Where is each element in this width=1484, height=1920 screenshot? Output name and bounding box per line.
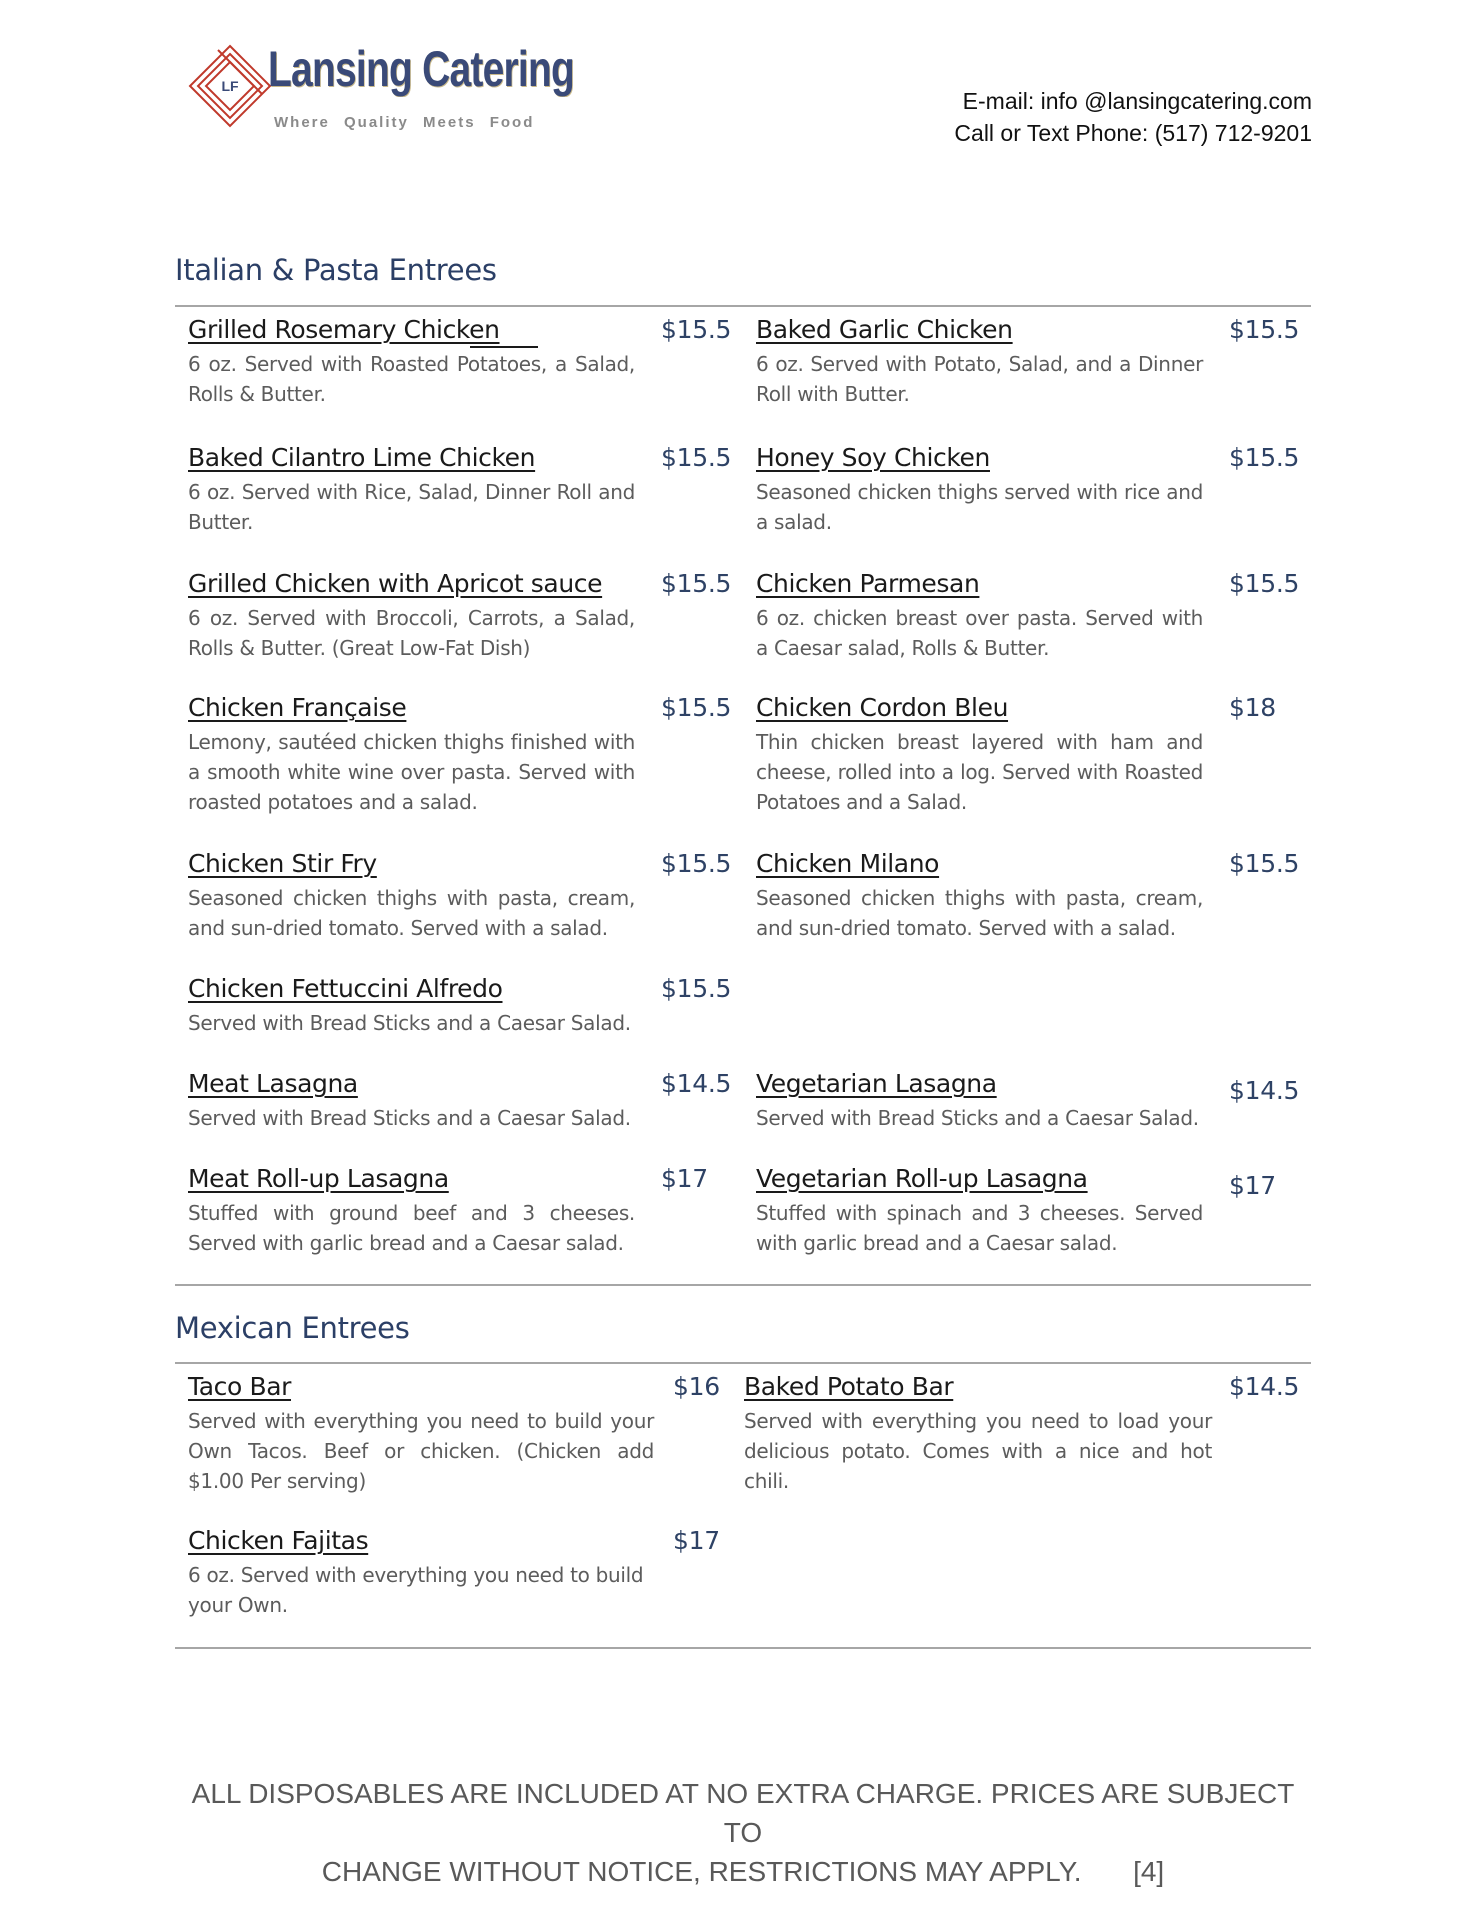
logo-diamond-icon (188, 44, 272, 128)
section-divider (175, 1284, 1311, 1286)
item-price: $14.5 (1229, 1372, 1300, 1401)
item-description: 6 oz. Served with Broccoli, Carrots, a Salad, Rolls & Butter. (Great Low-Fat Dish) (188, 606, 635, 660)
section-divider (175, 1362, 1311, 1364)
item-description: Seasoned chicken thighs with pasta, cream, and sun-dried tomato. Served with a salad. (756, 886, 1203, 940)
item-description: 6 oz. Served with Roasted Potatoes, a Salad, Rolls & Butter. (188, 352, 635, 406)
section-divider (175, 305, 1311, 307)
item-description: 6 oz. Served with Rice, Salad, Dinner Roll and Butter. (188, 480, 635, 534)
page-number: [4] (1133, 1856, 1165, 1887)
item-name: Taco Bar (188, 1372, 291, 1401)
item-name: Baked Garlic Chicken (756, 315, 1013, 344)
item-description: Stuffed with spinach and 3 cheeses. Served with garlic bread and a Caesar salad. (756, 1201, 1203, 1255)
item-description: Served with everything you need to build your Own Tacos. Beef or chicken. (Chicken add $1.00 Per serving) (188, 1409, 654, 1493)
logo (188, 36, 575, 140)
footer-line-1: ALL DISPOSABLES ARE INCLUDED AT NO EXTRA CHARGE. PRICES ARE SUBJECT TO (191, 1778, 1295, 1848)
section-title-italian: Italian & Pasta Entrees (175, 253, 497, 287)
item-name: Chicken Parmesan (756, 569, 980, 598)
footer-disclaimer (175, 1774, 1311, 1891)
item-price: $15.5 (661, 443, 732, 472)
section-divider (175, 1647, 1311, 1649)
item-price: $15.5 (1229, 315, 1300, 344)
item-name: Honey Soy Chicken (756, 443, 990, 472)
contact-email[interactable]: E-mail: info @lansingcatering.com (962, 88, 1312, 114)
item-name: Chicken Milano (756, 849, 940, 878)
item-name: Meat Roll-up Lasagna (188, 1164, 449, 1193)
item-name: Chicken Stir Fry (188, 849, 377, 878)
item-price: $17 (673, 1526, 720, 1555)
item-name: Grilled Chicken with Apricot sauce (188, 569, 603, 598)
item-price: $15.5 (661, 569, 732, 598)
item-price: $15.5 (661, 849, 732, 878)
item-name: Vegetarian Lasagna (756, 1069, 997, 1098)
item-price: $18 (1229, 693, 1276, 722)
item-name: Baked Cilantro Lime Chicken (188, 443, 536, 472)
item-price: $15.5 (1229, 569, 1300, 598)
item-price: $17 (1229, 1171, 1276, 1200)
logo-tagline: Where Quality Meets Food (274, 114, 535, 131)
item-price: $14.5 (1229, 1076, 1300, 1105)
item-description: 6 oz. chicken breast over pasta. Served with a Caesar salad, Rolls & Butter. (756, 606, 1203, 660)
item-name: Meat Lasagna (188, 1069, 358, 1098)
item-price: $15.5 (1229, 443, 1300, 472)
item-price: $17 (661, 1164, 708, 1193)
item-description: Seasoned chicken thighs served with rice and a salad. (756, 480, 1203, 534)
item-description: Served with everything you need to load your delicious potato. Comes with a nice and hot chili. (744, 1409, 1212, 1493)
item-description: Served with Bread Sticks and a Caesar Salad. (188, 1106, 631, 1130)
contact-phone[interactable]: Call or Text Phone: (517) 712-9201 (954, 120, 1312, 146)
underline-trail (470, 346, 538, 348)
item-description: Served with Bread Sticks and a Caesar Salad. (188, 1011, 631, 1035)
item-price: $15.5 (1229, 849, 1300, 878)
item-description: Lemony, sautéed chicken thighs finished with a smooth white wine over pasta. Served with roasted potatoes and a salad. (188, 730, 635, 814)
item-description: 6 oz. Served with Potato, Salad, and a Dinner Roll with Butter. (756, 352, 1203, 406)
item-name: Chicken Fettuccini Alfredo (188, 974, 503, 1003)
item-price: $16 (673, 1372, 720, 1401)
item-description: Served with Bread Sticks and a Caesar Salad. (756, 1106, 1199, 1130)
svg-text:LF: LF (221, 78, 239, 94)
item-description: Stuffed with ground beef and 3 cheeses. Served with garlic bread and a Caesar salad. (188, 1201, 635, 1255)
item-price: $15.5 (661, 974, 732, 1003)
item-name: Baked Potato Bar (744, 1372, 954, 1401)
item-name: Chicken Fajitas (188, 1526, 369, 1555)
item-name: Vegetarian Roll-up Lasagna (756, 1164, 1088, 1193)
item-price: $15.5 (661, 315, 732, 344)
item-name: Chicken Française (188, 693, 407, 722)
item-description: 6 oz. Served with everything you need to build your Own. (188, 1563, 644, 1617)
item-price: $14.5 (661, 1069, 732, 1098)
footer-line-2-text: CHANGE WITHOUT NOTICE, RESTRICTIONS MAY APPLY. (321, 1856, 1082, 1887)
item-name: Grilled Rosemary Chicken (188, 315, 500, 344)
logo-title: Lansing Catering (268, 41, 575, 97)
item-description: Seasoned chicken thighs with pasta, cream, and sun-dried tomato. Served with a salad. (188, 886, 635, 940)
footer-line-2 (175, 1852, 1311, 1891)
item-description: Thin chicken breast layered with ham and cheese, rolled into a log. Served with Roasted Potatoes and a Salad. (756, 730, 1203, 814)
item-price: $15.5 (661, 693, 732, 722)
item-name: Chicken Cordon Bleu (756, 693, 1009, 722)
section-title-mexican: Mexican Entrees (175, 1311, 410, 1345)
